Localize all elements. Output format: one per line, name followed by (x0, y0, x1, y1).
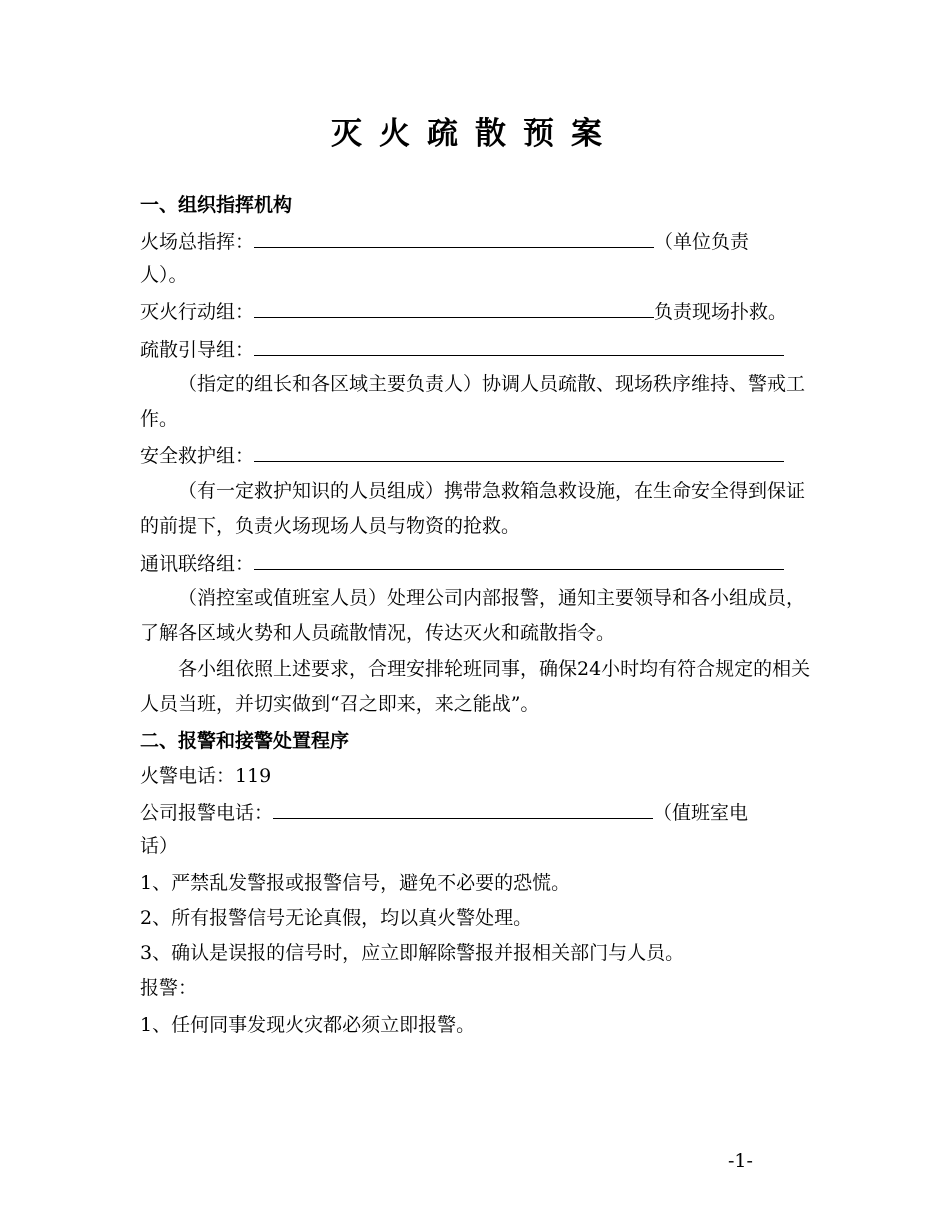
evac-group-desc: （指定的组长和各区域主要负责人）协调人员疏散、现场秩序维持、警戒工作。 (140, 373, 806, 430)
commander-label: 火场总指挥： (140, 231, 255, 253)
section1-heading: 一、组织指挥机构 (140, 194, 293, 216)
rescue-group-label: 安全救护组： (140, 445, 255, 467)
fire-group-blank[interactable] (254, 297, 654, 318)
rule-item: 2、所有报警信号无论真假，均以真火警处理。 (140, 907, 533, 929)
rule-item: 3、确认是误报的信号时，应立即解除警报并报相关部门与人员。 (140, 942, 685, 964)
fire-group-label: 灭火行动组： (140, 301, 255, 323)
comm-group-label: 通讯联络组： (140, 553, 255, 575)
company-phone-suffix-line: 话） (140, 835, 179, 857)
fire-group-suffix: 负责现场扑救。 (654, 301, 788, 323)
company-phone-blank[interactable] (273, 798, 653, 819)
fire-phone: 火警电话：119 (140, 765, 272, 787)
document-title: 灭火疏散预案 (331, 116, 619, 152)
rule-item: 1、严禁乱发警报或报警信号，避免不必要的恐慌。 (140, 872, 571, 894)
fire-group-line (140, 297, 787, 325)
shift-note: 各小组依照上述要求，合理安排轮班同事，确保24小时均有符合规定的相关人员当班，并切实做到“召之即来，来之能战”。 (140, 658, 811, 715)
rescue-group-line (140, 441, 784, 469)
evac-group-line (140, 335, 784, 363)
commander-suffix-line: 人）。 (140, 264, 188, 286)
section2-heading: 二、报警和接警处置程序 (140, 730, 350, 752)
rescue-group-desc: （有一定救护知识的人员组成）携带急救箱急救设施，在生命安全得到保证的前提下，负责火场现场人员与物资的抢救。 (140, 480, 806, 537)
evac-group-label: 疏散引导组： (140, 339, 255, 361)
comm-group-desc: （消控室或值班室人员）处理公司内部报警，通知主要领导和各小组成员，了解各区域火势和人员疏散情况，传达灭火和疏散指令。 (140, 587, 806, 644)
rescue-group-blank[interactable] (254, 441, 784, 462)
company-phone-line (140, 798, 748, 826)
page-number: -1- (728, 1150, 753, 1172)
comm-group-line (140, 549, 784, 577)
company-phone-suffix: （值班室电 (653, 802, 749, 824)
commander-blank[interactable] (254, 227, 654, 248)
commander-suffix: （单位负责 (654, 231, 750, 253)
comm-group-blank[interactable] (254, 549, 784, 570)
alarm-rule-item: 1、任何同事发现火灾都必须立即报警。 (140, 1014, 476, 1036)
commander-line (140, 227, 749, 255)
alarm-label: 报警： (140, 977, 198, 999)
company-phone-label: 公司报警电话： (140, 802, 274, 824)
evac-group-blank[interactable] (254, 335, 784, 356)
